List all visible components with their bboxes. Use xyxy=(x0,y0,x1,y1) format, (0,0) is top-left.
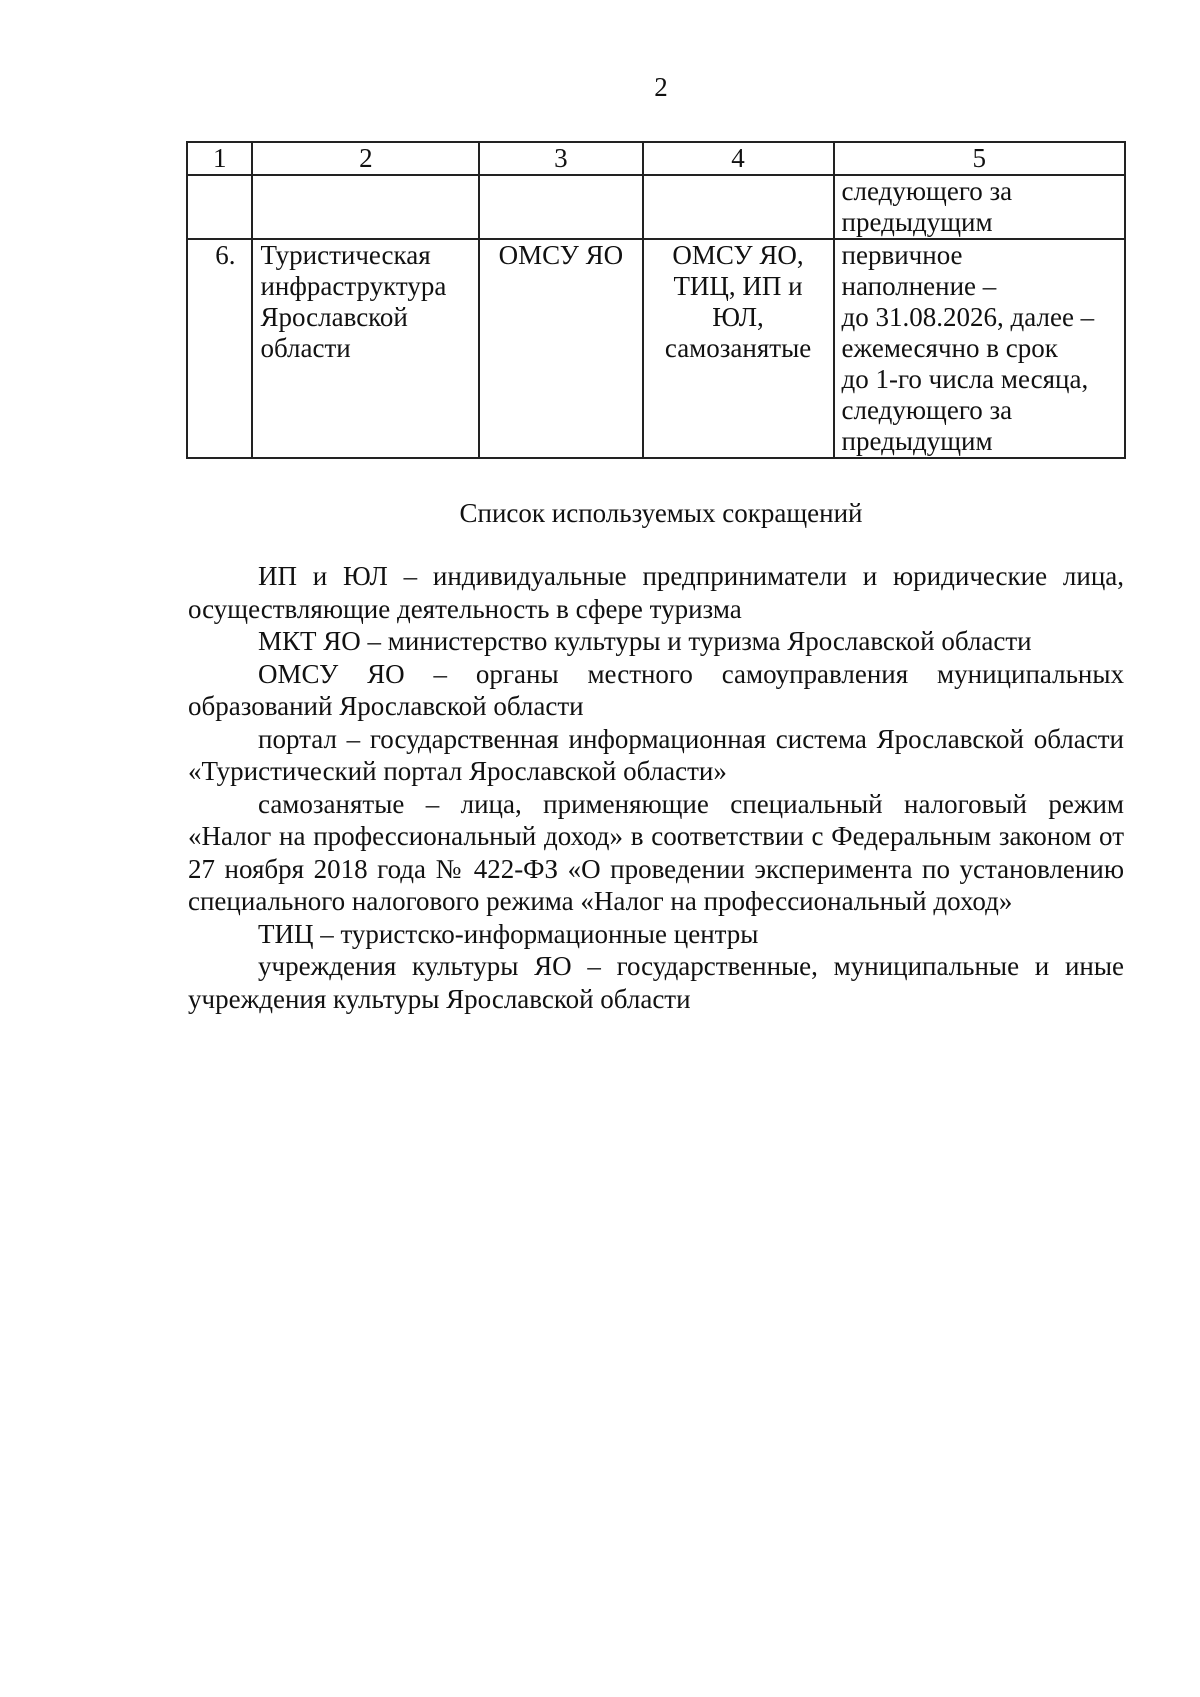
abbreviation-item: ИП и ЮЛ – индивидуальные предприниматели и юридические лица, осуществляющие деятельность в сфере туризма xyxy=(188,561,1124,624)
cell-line: Туристическая xyxy=(260,240,431,270)
page-number: 2 xyxy=(654,72,668,102)
cell-line: следующего за xyxy=(841,176,1013,206)
header-cell-5: 5 xyxy=(834,142,1125,175)
cell-line: ежемесячно в срок xyxy=(841,333,1058,363)
cell-line: до 1-го числа месяца, xyxy=(841,364,1089,394)
cell-line: до 31.08.2026, далее – xyxy=(841,302,1095,332)
header-cell-2: 2 xyxy=(252,142,479,175)
cell-empty xyxy=(252,175,479,239)
header-cell-1: 1 xyxy=(187,142,252,175)
cell-line: ОМСУ ЯО, xyxy=(672,240,804,270)
abbreviation-item: ОМСУ ЯО – органы местного самоуправления муниципальных образований Ярославской области xyxy=(188,658,1124,721)
abbreviation-item: ТИЦ – туристско-информационные центры xyxy=(258,918,759,949)
cell-line: ОМСУ ЯО xyxy=(498,240,624,270)
abbreviation-item: МКТ ЯО – министерство культуры и туризма Ярославской области xyxy=(258,626,1032,656)
cell-empty xyxy=(187,175,252,239)
cell-line: Ярославской xyxy=(260,302,408,332)
cell-providers xyxy=(643,239,834,458)
cell-row-number: 6. xyxy=(187,239,252,458)
cell-deadline-continued xyxy=(834,175,1125,239)
cell-line: инфраструктура xyxy=(260,271,447,301)
table-header-row xyxy=(187,142,1125,175)
cell-responsible xyxy=(479,239,642,458)
cell-information-type xyxy=(252,239,479,458)
abbreviations-list xyxy=(188,560,1124,1015)
cell-line: ТИЦ, ИП и xyxy=(673,271,803,301)
abbreviation-item: учреждения культуры ЯО – государственные, муниципальные и иные учреждения культуры Ярославской области xyxy=(188,951,1124,1014)
table-row-continuation xyxy=(187,175,1125,239)
header-cell-3: 3 xyxy=(479,142,642,175)
abbreviation-item: портал – государственная информационная система Ярославской области «Туристический портал Ярославской области» xyxy=(188,723,1124,786)
header-cell-4: 4 xyxy=(643,142,834,175)
cell-empty xyxy=(479,175,642,239)
cell-line: области xyxy=(260,333,351,363)
abbreviation-item: самозанятые – лица, применяющие специальный налоговый режим «Налог на профессиональный доход» в соответствии с Федеральным законом от 27 ноября 2018 года № 422-ФЗ «О проведении эксперимента по установлению специального налогового режима «Налог на профессиональный доход» xyxy=(188,788,1124,916)
cell-line: самозанятые xyxy=(664,333,812,363)
cell-line: предыдущим xyxy=(841,207,993,237)
cell-line: первичное xyxy=(841,240,963,270)
cell-empty xyxy=(643,175,834,239)
cell-line: наполнение – xyxy=(841,271,997,301)
cell-line: ЮЛ, xyxy=(712,302,764,332)
cell-line: следующего за xyxy=(841,395,1013,425)
abbreviations-title: Список используемых сокращений xyxy=(459,498,863,528)
schedule-table xyxy=(186,141,1126,459)
cell-deadline xyxy=(834,239,1125,458)
table-row-6 xyxy=(187,239,1125,458)
cell-line: предыдущим xyxy=(841,426,993,456)
